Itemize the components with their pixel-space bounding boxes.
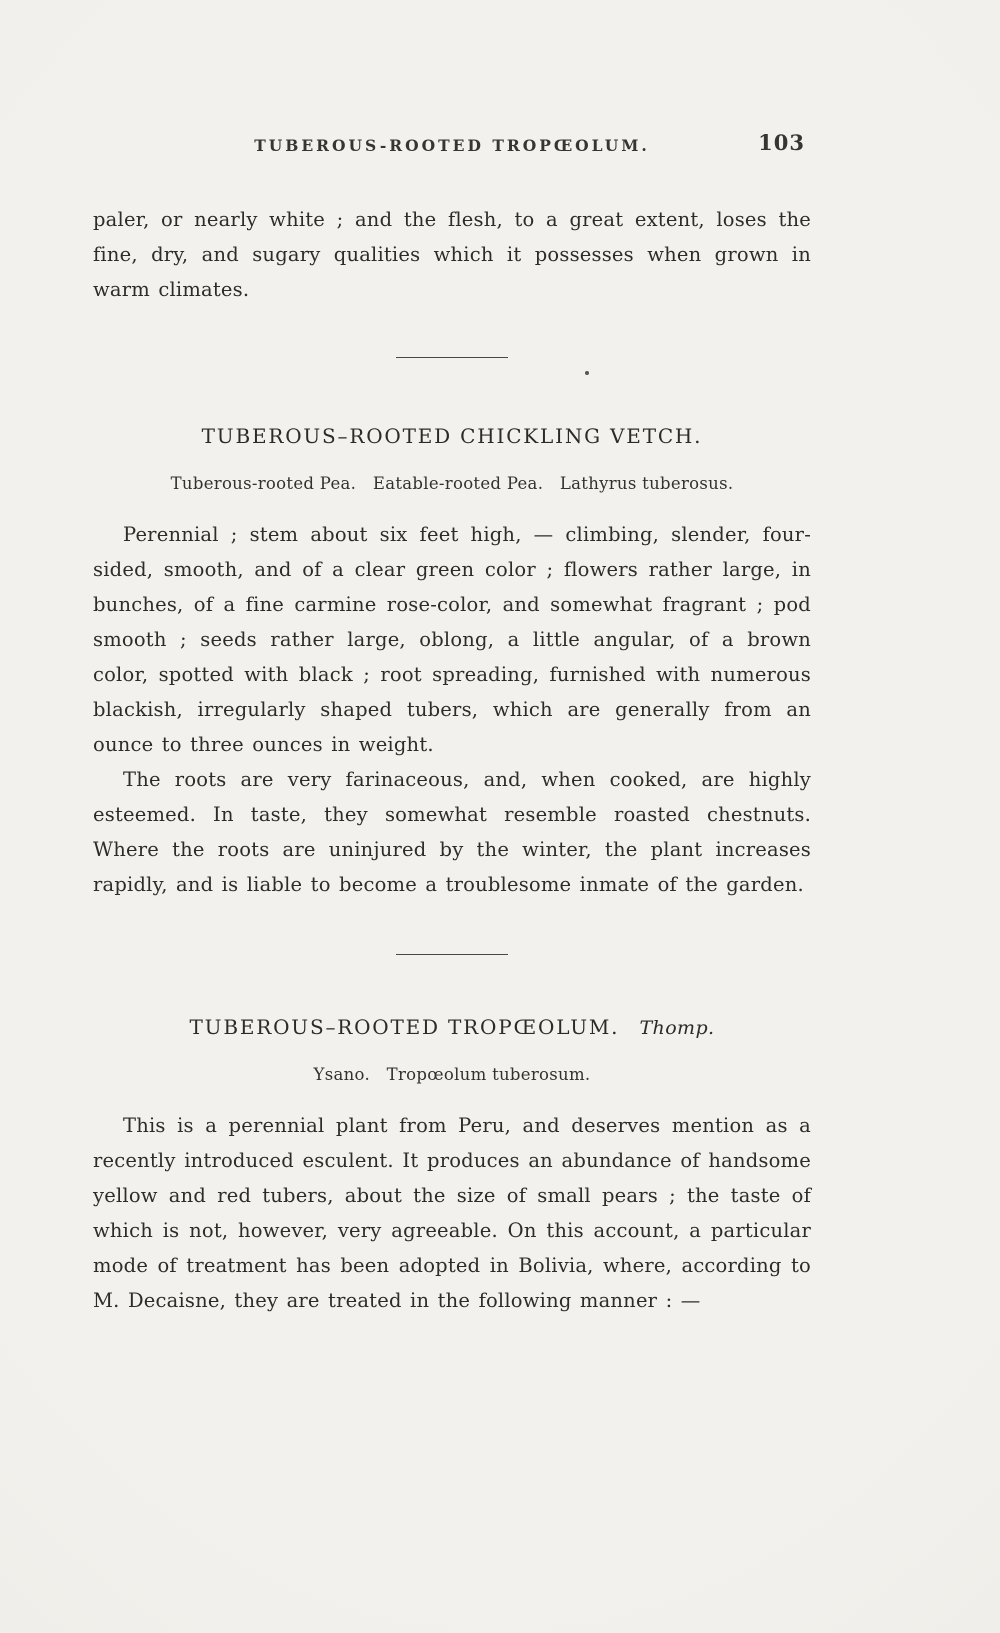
- section-heading-text: TUBEROUS–ROOTED CHICKLING VETCH.: [201, 424, 703, 448]
- book-page: [93, 0, 811, 1318]
- running-head: [93, 130, 811, 162]
- section-divider: [396, 954, 508, 955]
- page-number: 103: [758, 130, 805, 155]
- section-heading-tropaeolum: [93, 1015, 811, 1039]
- paragraph: Perennial ; stem about six feet high, — climbing, slender, four-sided, smooth, and of a clear green color ; flowers rather large, in bunches, of a fine carmine rose-color, and somewhat fragrant ; pod smooth ; seeds rather large, oblong, a little angular, of a brown color, spotted with black ; root spreading, furnished with numerous blackish, irregularly shaped tubers, which are generally from an ounce to three ounces in weight.: [93, 523, 811, 756]
- ink-speck: [585, 371, 589, 375]
- paragraph-continuation: paler, or nearly white ; and the flesh, to a great extent, loses the fine, dry, and sugary qualities which it possesses when grown in warm climates.: [93, 208, 811, 301]
- synonym-line: Ysano. Tropœolum tuberosum.: [313, 1065, 591, 1084]
- running-header-title: TUBEROUS-ROOTED TROPŒOLUM.: [254, 136, 650, 155]
- section-heading-text: TUBEROUS–ROOTED TROPŒOLUM.: [189, 1015, 620, 1039]
- paragraph: This is a perennial plant from Peru, and deserves mention as a recently introduced esculent. It produces an abundance of handsome yellow and red tubers, about the size of small pears ; the taste of which is not, however, very agreeable. On this account, a particular mode of treatment has been adopted in Bolivia, where, according to M. Decaisne, they are treated in the following manner : —: [93, 1114, 811, 1312]
- section-heading-attribution: Thomp.: [639, 1017, 715, 1039]
- section-heading-vetch: [93, 424, 811, 448]
- section-divider: [396, 357, 508, 358]
- synonym-line: Tuberous-rooted Pea. Eatable-rooted Pea. Lathyrus tuberosus.: [170, 474, 734, 493]
- paragraph: The roots are very farinaceous, and, when cooked, are highly esteemed. In taste, they somewhat resemble roasted chestnuts. Where the roots are uninjured by the winter, the plant increases rapidly, and is liable to become a troublesome inmate of the garden.: [93, 768, 811, 896]
